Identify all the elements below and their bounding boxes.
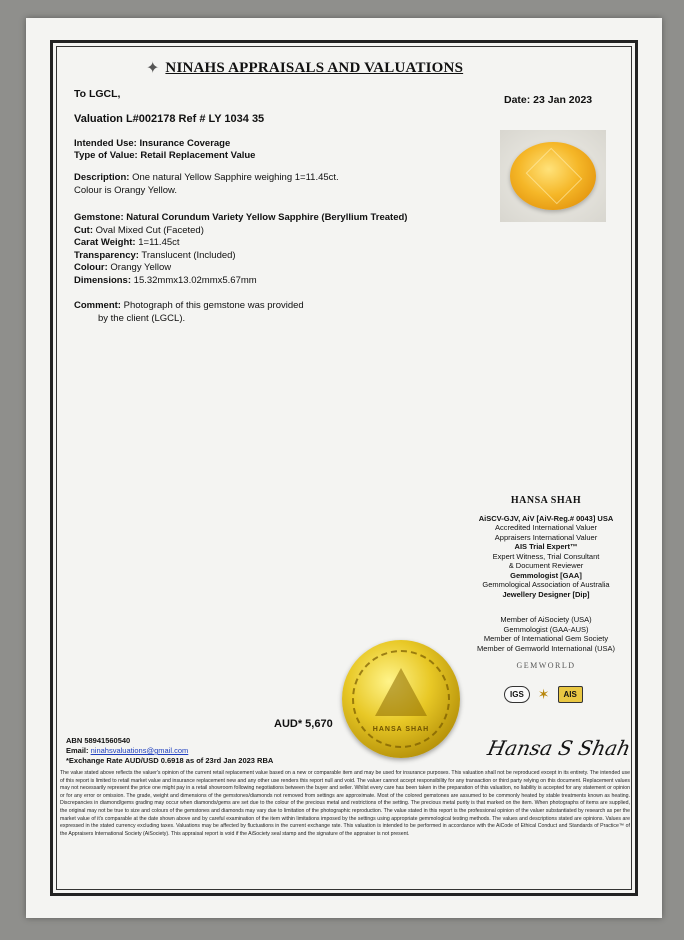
description-line2: Colour is Orangy Yellow.: [74, 184, 177, 196]
carat-row: [74, 237, 494, 250]
cut-value: Oval Mixed Cut (Faceted): [95, 224, 204, 236]
credential-line: Jewellery Designer [Dip]: [502, 589, 590, 599]
carat-label: Carat Weight:: [74, 237, 136, 248]
credential-line: & Document Reviewer: [508, 561, 584, 570]
seal-triangle-icon: [375, 668, 427, 716]
membership-line: Member of Gemworld International (USA): [477, 643, 615, 653]
dimensions-value: 15.32mmx13.02mmx5.67mm: [133, 274, 257, 286]
gemstone-details: [74, 212, 494, 287]
recipient: To LGCL,: [74, 88, 121, 100]
diamond-logo-icon: ✦: [146, 60, 160, 77]
credential-line: Accredited International Valuer: [494, 523, 597, 532]
comment-line1: Photograph of this gemstone was provided: [123, 300, 304, 311]
appraiser-name: HANSA SHAH: [510, 495, 582, 506]
transparency-value: Translucent (Included): [141, 249, 236, 261]
carat-value: 1=11.45ct: [138, 237, 180, 248]
email-link[interactable]: ninahsvaluations@gmail.com: [90, 746, 189, 755]
membership-line: Member of International Gem Society: [483, 634, 609, 643]
appraised-value: AUD* 5,670: [274, 718, 333, 730]
intended-use: [74, 138, 230, 151]
valuation-reference: Valuation L#002178 Ref # LY 1034 35: [74, 113, 265, 125]
credential-line: Gemmological Association of Australia: [482, 580, 610, 589]
credential-line: Gemmologist [GAA]: [510, 570, 582, 580]
cut-label: Cut:: [74, 224, 93, 236]
accreditation-badges: [504, 686, 583, 703]
gold-seal: [342, 640, 460, 758]
value-type: [74, 150, 255, 163]
certificate-header: [146, 58, 566, 78]
description-line1: One natural Yellow Sapphire weighing 1=11.45ct.: [132, 172, 339, 183]
value-type-label: Type of Value:: [74, 150, 138, 161]
comment: [74, 300, 304, 325]
yellow-sapphire-image: [510, 142, 596, 210]
ais-badge: AIS: [558, 686, 583, 703]
abn-number: ABN 58941560540: [66, 736, 131, 745]
comment-label: Comment:: [74, 300, 121, 311]
transparency-row: [74, 250, 494, 263]
colour-label: Colour:: [74, 262, 108, 273]
description: [74, 172, 339, 197]
email-label: Email:: [66, 746, 89, 755]
credential-line: Expert Witness, Trial Consultant: [492, 551, 600, 561]
description-label: Description:: [74, 172, 130, 183]
contact-footer: [66, 736, 273, 766]
company-title: NINAHS APPRAISALS AND VALUATIONS: [165, 59, 464, 76]
colour-value: Orangy Yellow: [110, 262, 172, 273]
membership-line: Member of AiSociety (USA): [500, 615, 592, 624]
value-type-value: Retail Replacement Value: [140, 150, 256, 161]
comment-line2: by the client (LGCL).: [98, 312, 186, 324]
cut-row: [74, 225, 494, 238]
seal-text: HANSA SHAH: [372, 726, 430, 733]
appraiser-credentials: [456, 496, 636, 671]
exchange-rate-note: *Exchange Rate AUD/USD 0.6918 as of 23rd Jan 2023 RBA: [66, 756, 274, 765]
gemworld-logo: GEMWORLD: [516, 661, 576, 670]
credential-line: Appraisers International Valuer: [494, 532, 598, 542]
intended-use-value: Insurance Coverage: [139, 138, 231, 149]
transparency-label: Transparency:: [74, 249, 139, 261]
intended-use-label: Intended Use:: [74, 138, 137, 149]
credential-line: AIS Trial Expert™: [514, 542, 578, 551]
appraisal-certificate: [26, 18, 662, 918]
membership-line: Gemmologist (GAA-AUS): [503, 624, 589, 634]
disclaimer-text: The value stated above reflects the valuer's opinion of the current retail replacement value based on a new or comparable item and may be used for insurance purposes. This valuation shall not be reproduced except in its entirety. The intended use of this report is limited to retail market value and insurance replacement new and any other use renders this report null and void. The valuer cannot accept responsibility for any transaction or third party relying on this document. Replacement values may not necessarily represent the price one might pay in a retail showroom following negotiations between the buyer and seller. Whilst every care has been taken in the preparation of this valuation, no liability is accepted for any statement or opinion or for any error or omission. The grade, weight and dimensions of the gemstones/diamonds not removed from settings are approximate. Most of the colored gemstones are assumed to be commonly heated by stable treatments known as heating. Discrepancies in diamond/gems grading may occur when diamonds/gems are set due to the colour of the precious metal and restrictions of the setting. The precious metal purity is that marked on the item. When photographs of items are supplied, the original may not be true to size and colours of the gemstones and diamonds may vary due to limitation of the photographic reproduction. The value stated in this report is the professional opinion of the valuer substantiated by research as per the market value of it's comparable at the date shown above and by careful examination of the item within limitations imposed by the settings using appropriate gemmological testing methods. The values and descriptions stated are opinions. Values are expressed in the stated currency excluding taxes. Valuations may be affected by fluctuations in the current exchange rate. This valuation is intended to be performed in accordance with the AiCode of Ethical Conduct and Standards of Practice™ of the Appraisers International Society (AiSociety). This appraisal report is void if the AiSociety seal stamp and the signature of the appraiser is not present.: [60, 770, 630, 837]
igs-badge: IGS: [504, 686, 530, 703]
appraiser-credentials-line: AiSCV-GJV, AiV [AiV-Reg.# 0043] USA: [478, 513, 614, 523]
star-emblem-icon: ✶: [537, 686, 550, 702]
dimensions-label: Dimensions:: [74, 274, 132, 286]
dimensions-row: [74, 275, 494, 288]
colour-row: [74, 262, 494, 275]
gemstone-photo: [500, 130, 606, 222]
report-date: Date: 23 Jan 2023: [504, 94, 593, 106]
gemstone-heading: Gemstone: Natural Corundum Variety Yellow Sapphire (Beryllium Treated): [74, 212, 408, 223]
appraiser-signature: Hansa S Shah: [485, 736, 633, 760]
